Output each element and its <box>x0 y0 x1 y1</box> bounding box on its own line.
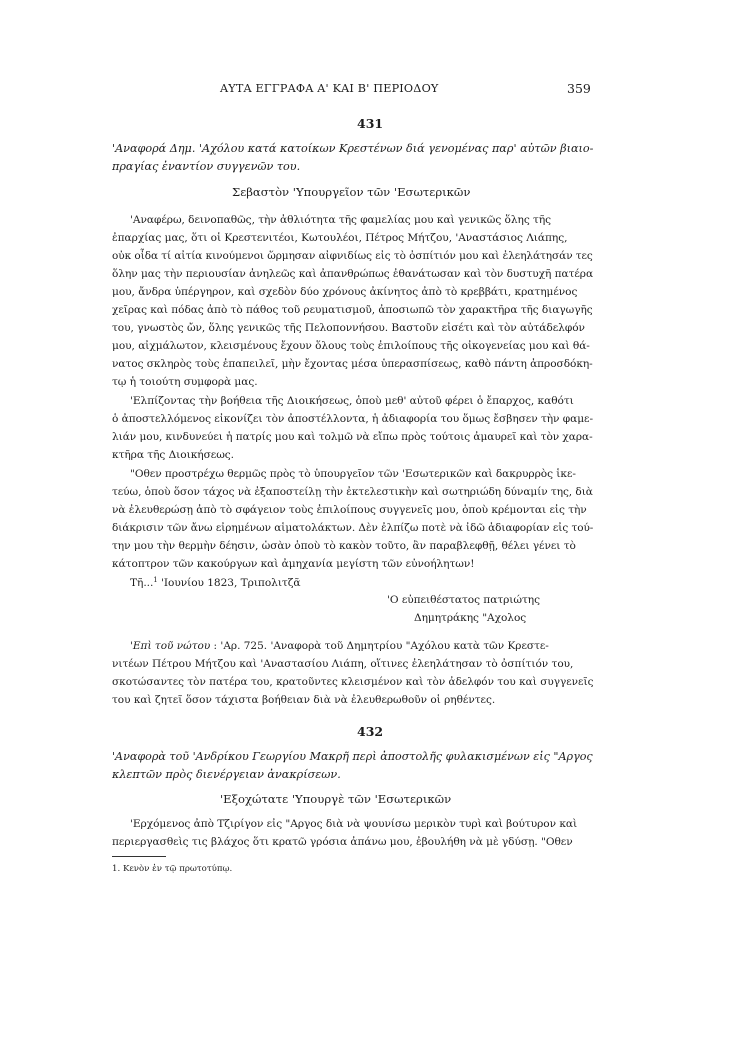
doc431-body-line: τῳ ἡ τοιούτη συμφορὰ μας. <box>112 376 258 388</box>
footnote-rule <box>112 856 166 857</box>
doc431-body-line: νὰ ἐλευθερώσῃ ἀπὸ τὸ σφάγειον τοὺς ἐπιλοίπους συγγενεῖς μου, ὁποὺ κρέμονται εἰς τὴν <box>112 504 587 516</box>
doc431-body-line: την μου τὴν θερμὴν δέησιν, ὡσὰν ὁποὺ τὸ κακὸν τοῦτο, ἂν παραβλεφθῇ, θέλει γένει τὸ <box>112 540 576 552</box>
doc431-signature: Δημητράκης "Αχολος <box>414 612 527 624</box>
doc431-date-prefix: Τῆ... <box>130 577 154 589</box>
doc431-body-line: κτῆρα τῆς Διοικήσεως. <box>112 449 234 461</box>
doc431-back-note-line: του καὶ ζητεῖ ὅσον τάχιστα βοήθειαν διὰ νὰ ἐλευθερωθοῦν οἱ ρηθέντες. <box>112 694 496 706</box>
doc431-title-line: πραγίας ἐναντίον συγγενῶν του. <box>112 160 301 173</box>
doc431-salutation: Σεβαστὸν 'Υπουργεῖον τῶν 'Εσωτερικῶν <box>232 185 471 199</box>
running-title: ΑΥΤΑ ΕΓΓΡΑΦΑ Α' ΚΑΙ Β' ΠΕΡΙΟΔΟΥ <box>220 82 439 95</box>
document-number-432: 432 <box>357 724 384 739</box>
back-note-text: : 'Αρ. 725. 'Αναφορὰ τοῦ Δημητρίου "Αχόλου κατὰ τῶν Κρεστε- <box>210 640 549 652</box>
doc431-body-line: ὅλην μας τὴν περιουσίαν ἀνηλεῶς καὶ ἀπανθρώπως ἐθανάτωσαν καὶ τὸν δυστυχῆ πατέρα <box>112 268 594 280</box>
doc431-body-line: "Οθεν προστρέχω θερμῶς πρὸς τὸ ὑπουργεῖον τῶν 'Εσωτερικῶν καὶ δακρυρρὸς ἱκε- <box>130 468 576 480</box>
doc432-salutation: 'Εξοχώτατε 'Υπουργὲ τῶν 'Εσωτερικῶν <box>220 792 452 806</box>
doc431-date: 'Ιουνίου 1823, Τριπολιτζᾶ <box>157 577 301 589</box>
page-number: 359 <box>567 81 591 96</box>
doc431-body-line: διάκρισιν τῶν ἄνω εἰρημένων αἱματολάκτων. Δὲν ἐλπίζω ποτὲ νὰ ἰδῶ ἀδιαφορίαν εἰς τού- <box>112 522 594 534</box>
doc432-title-line: κλεπτῶν πρὸς διενέργειαν ἀνακρίσεων. <box>112 768 341 781</box>
doc432-body-line: περιεργασθεὶς τις βλάχος ὅτι κρατῶ γρόσια ἀπάνω μου, ἐβουλήθη νὰ μὲ γδύσῃ. "Οθεν <box>112 836 573 848</box>
doc431-back-note-line <box>130 640 549 652</box>
doc431-body-line: ἐπαρχίας μας, ὅτι οἱ Κρεστενιτέοι, Κωτουλέοι, Πέτρος Μήτζου, 'Αναστάσιος Λιάπης, <box>112 232 568 244</box>
doc431-body-line: του, γνωστὸς ὤν, ὅλης γενικῶς τῆς Πελοποννήσου. Βαστοῦν εἰσέτι καὶ τὸν αὐτάδελφόν <box>112 322 585 334</box>
doc431-body-line: τεύω, ὁποὺ ὅσον τάχος νὰ ἐξαποστείλῃ τὴν ἐκτελεστικὴν καὶ σωτηριώδη δύναμίν της, διὰ <box>112 486 593 498</box>
footnote-reference: 1 <box>153 576 158 584</box>
back-note-label: 'Επὶ τοῦ νώτου <box>130 640 211 652</box>
doc431-body-line: οὐκ οἶδα τί αἰτία κινούμενοι ὥρμησαν αἰφνιδίως εἰς τὸ ὀσπίτιόν μου καὶ ἐλεηλάτησάν τες <box>112 250 593 262</box>
doc431-date-line <box>130 577 301 589</box>
doc431-body-line: μου, αἰχμάλωτον, κλεισμένους ἔχουν ὅλους τοὺς ἐπιλοίπους τῆς οἰκογενείας μου καὶ θά- <box>112 340 590 352</box>
doc431-body-line: 'Αναφέρω, δεινοπαθῶς, τὴν ἀθλιότητα τῆς φαμελίας μου καὶ γενικῶς ὅλης τῆς <box>130 214 552 226</box>
doc431-body-line: κάτοπτρον τῶν κακούργων καὶ ἀμηχανία μεγίστη τῶν εὐνοήλητων! <box>112 558 475 570</box>
document-number-431: 431 <box>357 116 384 131</box>
footnote-marker: 1. <box>112 864 121 874</box>
doc431-back-note-line: νιτέων Πέτρου Μήτζου καὶ 'Αναστασίου Λιάπη, οἵτινες ἐλεηλάτησαν τὸ ὀσπίτιόν του, <box>112 658 574 670</box>
doc431-body-line: 'Ελπίζοντας τὴν βοήθεια τῆς Διοικήσεως, ὁποὺ μεθ' αὐτοῦ φέρει ὁ ἔπαρχος, καθότι <box>130 395 574 407</box>
doc431-body-line: ὁ ἀποστελλόμενος εἰκονίζει τὸν ἀποστέλλοντα, ἡ ἀδιαφορία του ὅμως ἔσβησεν τὴν φαμε- <box>112 413 594 425</box>
doc431-body-line: λιάν μου, κινδυνεύει ἡ πατρίς μου καὶ τολμῶ νὰ εἴπω πρὸς τούτοις ἀμαυρεῖ καὶ τὸν χαρα- <box>112 431 593 443</box>
doc431-body-line: νατος σκληρὸς τοὺς ἐπαπειλεῖ, μὴν ἔχοντας μέσα ὑπερασπίσεως, καθὸ πάντη ἀπροσδόκη- <box>112 358 593 370</box>
doc431-body-line: μου, ἄνδρα ὑπέργηρον, καὶ σχεδὸν δύο χρόνους ἀκίνητος ἀπὸ τὸ κρεββάτι, κρατημένος <box>112 286 578 298</box>
footnote-text: Κενὸν ἐν τῷ πρωτοτύπῳ. <box>122 864 233 874</box>
doc432-body-line: 'Ερχόμενος ἀπὸ Τζιρίγον εἰς "Αργος διὰ νὰ ψουνίσω μερικὸν τυρὶ καὶ βούτυρον καὶ <box>130 818 578 830</box>
doc431-title-line: 'Αναφορά Δημ. 'Αχόλου κατά κατοίκων Κρεστένων διά γενομένας παρ' αὐτῶν βιαιο- <box>112 142 594 155</box>
doc432-title-line: 'Αναφορὰ τοῦ 'Ανδρίκου Γεωργίου Μακρῆ περὶ ἀποστολῆς φυλακισμένων εἰς "Αργος <box>112 750 593 763</box>
footnote <box>112 864 232 874</box>
doc431-closing: 'Ο εὐπειθέστατος πατριώτης <box>387 594 540 606</box>
doc431-back-note-line: σκοτώσαντες τὸν πατέρα του, κρατοῦντες κλεισμένον καὶ τὸν ἀδελφόν του καὶ συγγενεῖς <box>112 676 594 688</box>
doc431-body-line: χεῖρας καὶ πόδας ἀπὸ τὸ πάθος τοῦ ρευματισμοῦ, ἀποσιωπῶ τὸν χαρακτῆρα τῆς διαγωγῆς <box>112 304 593 316</box>
